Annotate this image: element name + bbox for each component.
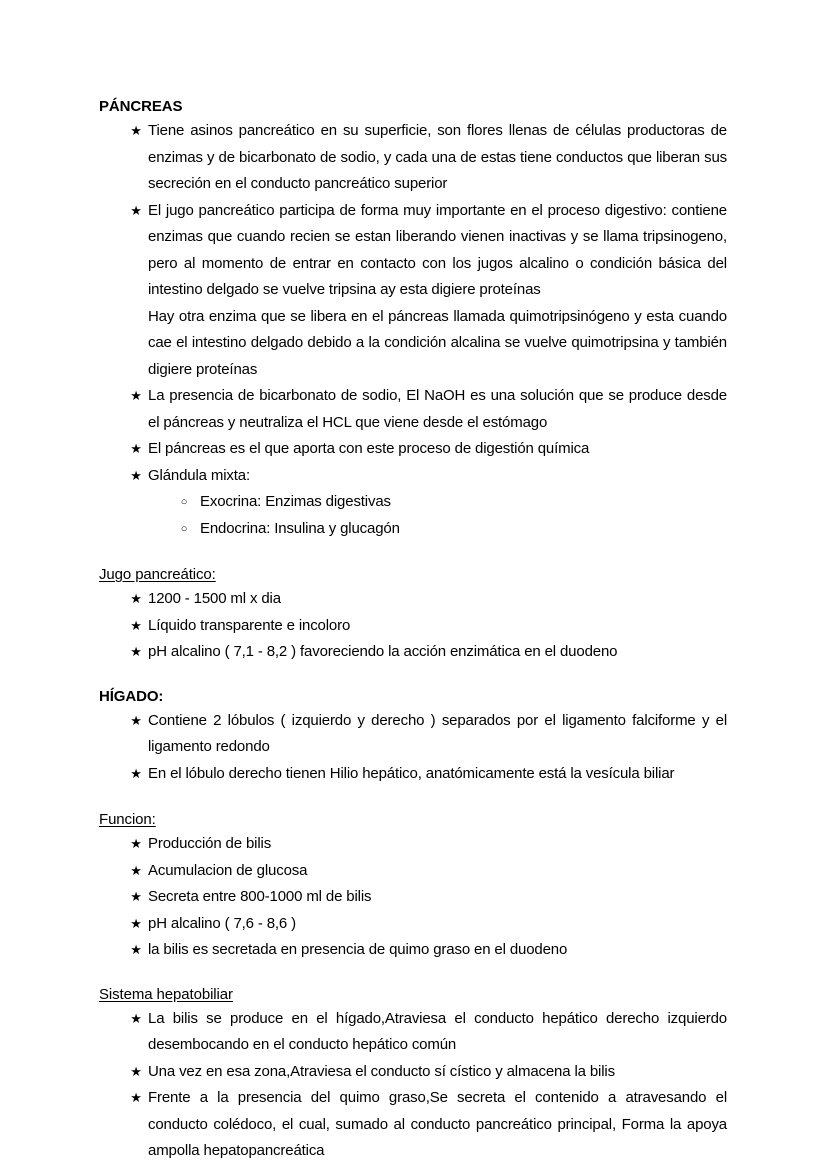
spacer xyxy=(99,542,727,564)
list-item xyxy=(99,436,727,463)
star-bullet-icon: ★ xyxy=(130,644,142,659)
section-heading-pancreas xyxy=(99,96,727,118)
list-item-text: Contiene 2 lóbulos ( izquierdo y derecho ) separados por el ligamento falciforme y el ligamento redondo xyxy=(148,711,727,755)
circle-bullet-icon: ○ xyxy=(180,522,188,535)
list-item xyxy=(99,911,727,938)
list-item-text: Glándula mixta: xyxy=(148,466,250,484)
list-item-text: El páncreas es el que aporta con este proceso de digestión química xyxy=(148,440,590,457)
list-pancreas xyxy=(99,118,727,489)
list-item-text: pH alcalino ( 7,1 - 8,2 ) favoreciendo la acción enzimática en el duodeno xyxy=(148,643,618,660)
star-bullet-icon: ★ xyxy=(130,123,142,138)
list-sistema-hepatobiliar xyxy=(99,1006,727,1165)
circle-bullet-icon: ○ xyxy=(180,496,188,508)
star-bullet-icon: ★ xyxy=(130,441,142,456)
heading-text: Funcion: xyxy=(99,811,156,828)
list-item xyxy=(99,1059,727,1086)
list-item xyxy=(99,613,727,640)
heading-text: Sistema hepatobiliar xyxy=(99,985,233,1003)
list-item-text: Tiene asinos pancreático en su superficie, son flores llenas de células productoras de enzimas y de bicarbonato de sodio, y cada una de estas tiene conductos que liberan sus secreción en el conducto pancreático superior xyxy=(148,122,727,192)
list-item xyxy=(99,708,727,761)
list-item-text: 1200 - 1500 ml x dia xyxy=(148,590,281,607)
star-bullet-icon: ★ xyxy=(130,862,142,878)
star-bullet-icon: ★ xyxy=(130,1090,142,1105)
section-heading-higado xyxy=(99,686,727,708)
star-bullet-icon: ★ xyxy=(130,765,142,781)
sub-list-item-text: Endocrina: Insulina y glucagón xyxy=(200,519,400,537)
section-heading-jugo-pancreatico xyxy=(99,564,727,586)
star-bullet-icon: ★ xyxy=(130,942,142,957)
star-bullet-icon: ★ xyxy=(130,202,142,218)
star-bullet-icon: ★ xyxy=(130,388,142,403)
list-item xyxy=(99,761,727,788)
list-item-text: En el lóbulo derecho tienen Hilio hepático, anatómicamente está la vesícula biliar xyxy=(148,764,675,782)
star-bullet-icon: ★ xyxy=(130,889,142,904)
list-item-text: La presencia de bicarbonato de sodio, El NaOH es una solución que se produce desde el páncreas y neutraliza el HCL que viene desde el estómago xyxy=(148,387,727,431)
list-item xyxy=(99,937,727,964)
sub-list-item-text: Exocrina: Enzimas digestivas xyxy=(200,493,391,510)
heading-text: HÍGADO: xyxy=(99,687,164,705)
list-item xyxy=(99,884,727,911)
list-item-text: Frente a la presencia del quimo graso,Se secreta el contenido a atravesando el conducto colédoco, el cual, sumado al conducto pancreático principal, Forma la apoya ampolla hepatopancreática xyxy=(148,1089,727,1159)
list-item xyxy=(99,639,727,666)
list-item xyxy=(99,586,727,613)
list-item-continuation xyxy=(99,304,727,384)
star-bullet-icon: ★ xyxy=(130,915,142,931)
list-higado xyxy=(99,708,727,788)
continuation-text: Hay otra enzima que se libera en el páncreas llamada quimotripsinógeno y esta cuando cae el intestino delgado debido a la condición alcalina se vuelve quimotripsina y también digiere proteínas xyxy=(148,307,727,378)
list-item-text: pH alcalino ( 7,6 - 8,6 ) xyxy=(148,914,296,932)
list-jugo-pancreatico xyxy=(99,586,727,666)
list-item-text: Líquido transparente e incoloro xyxy=(148,616,351,634)
list-item xyxy=(99,1085,727,1165)
sublist-glandula-mixta xyxy=(99,489,727,542)
star-bullet-icon: ★ xyxy=(130,591,142,606)
star-bullet-icon: ★ xyxy=(130,617,142,633)
list-item xyxy=(99,118,727,198)
list-item-text: Secreta entre 800-1000 ml de bilis xyxy=(148,888,372,905)
star-bullet-icon: ★ xyxy=(130,467,142,483)
list-item xyxy=(99,198,727,304)
star-bullet-icon: ★ xyxy=(130,836,142,851)
list-item-text: La bilis se produce en el hígado,Atraviesa el conducto hepático derecho izquierdo desembocando en el conducto hepático común xyxy=(148,1009,727,1053)
sub-list-item xyxy=(99,516,727,543)
section-heading-funcion xyxy=(99,809,727,831)
list-item xyxy=(99,1006,727,1059)
list-item xyxy=(99,858,727,885)
list-item-text: Producción de bilis xyxy=(148,835,272,852)
star-bullet-icon: ★ xyxy=(130,1010,142,1026)
list-item xyxy=(99,383,727,436)
list-item-text: El jugo pancreático participa de forma muy importante en el proceso digestivo: contiene enzimas que cuando recien se estan liberando vienen inactivas y se llama tripsinogeno, pero al momento de entrar en contacto con los jugos alcalino o condición básica del intestino delgado se vuelve tripsina ay esta digiere proteínas xyxy=(148,201,727,298)
heading-text: Jugo pancreático: xyxy=(99,566,216,583)
star-bullet-icon: ★ xyxy=(130,712,142,728)
list-item xyxy=(99,463,727,490)
spacer xyxy=(99,964,727,984)
section-heading-sistema-hepatobiliar xyxy=(99,984,727,1006)
list-item-text: la bilis es secretada en presencia de quimo graso en el duodeno xyxy=(148,941,568,958)
list-funcion xyxy=(99,831,727,964)
list-item-text: Acumulacion de glucosa xyxy=(148,861,308,879)
heading-text: PÁNCREAS xyxy=(99,98,183,115)
document-body xyxy=(99,96,727,1165)
sub-list-item xyxy=(99,489,727,516)
list-item xyxy=(99,831,727,858)
star-bullet-icon: ★ xyxy=(130,1063,142,1079)
list-item-text: Una vez en esa zona,Atraviesa el conducto sí cístico y almacena la bilis xyxy=(148,1062,615,1080)
spacer xyxy=(99,666,727,686)
spacer xyxy=(99,787,727,809)
